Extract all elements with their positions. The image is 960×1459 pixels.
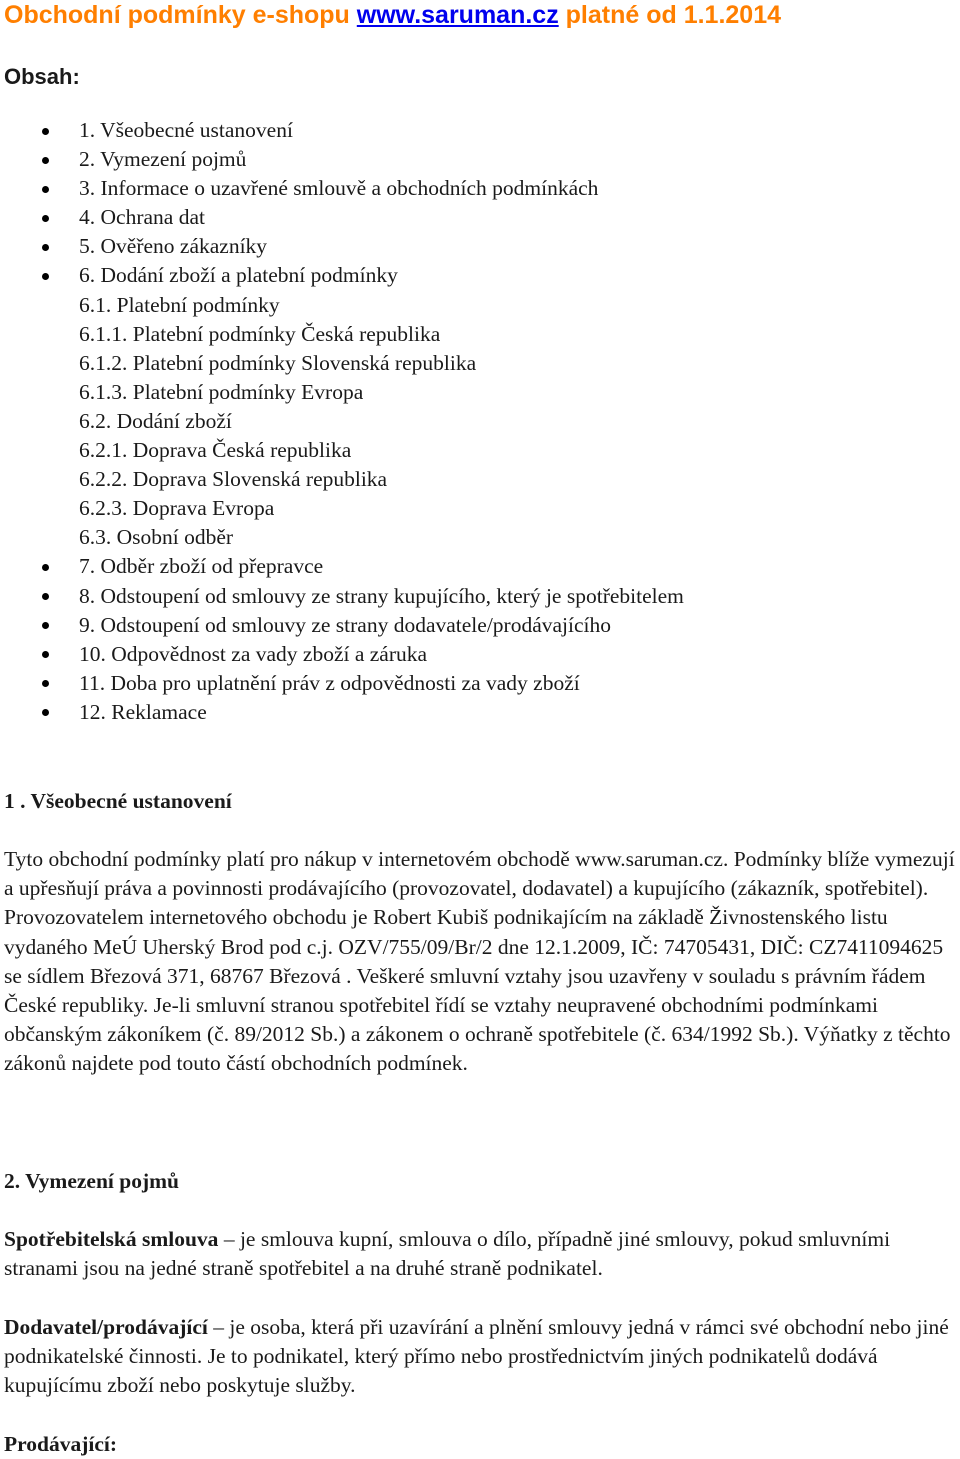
bullet-icon xyxy=(42,709,49,716)
title-prefix: Obchodní podmínky e-shopu xyxy=(4,1,357,29)
toc-item-label: 9. Odstoupení od smlouvy ze strany dodavatele/prodávajícího xyxy=(79,612,611,637)
bullet-icon xyxy=(42,186,49,193)
definition-text: – je osoba, která při uzavírání a plnění smlouvy jedná v rámci své obchodní nebo jiné podnikatelské činnosti. Je to podnikatel, který přímo nebo prostřednictvím jiných podnikatelů dodává kupujícímu zboží nebo poskytuje služby. xyxy=(4,1315,949,1398)
eshop-link[interactable]: www.saruman.cz xyxy=(356,1,559,29)
definition-prodavajici xyxy=(4,1430,956,1459)
toc-item[interactable] xyxy=(0,611,684,640)
toc-item-label: 6.1.3. Platební podmínky Evropa xyxy=(79,379,364,404)
bullet-icon xyxy=(42,157,49,164)
bullet-icon xyxy=(42,622,49,629)
bullet-icon xyxy=(42,593,49,600)
toc-item-label: 4. Ochrana dat xyxy=(79,205,205,230)
bullet-icon xyxy=(42,215,49,222)
toc-item[interactable] xyxy=(0,669,684,698)
bullet-icon xyxy=(42,651,49,658)
section-1-paragraph: Tyto obchodní podmínky platí pro nákup v internetovém obchodě www.saruman.cz. Podmínky blíže vymezují a upřesňují práva a povinnosti prodávajícího (provozovatel, dodavatel) a kupujícího (zákazník, spotřebitel). Provozovatelem internetového obchodu je Robert Kubiš podnikajícím na základě Živnostenského listu vydaného MeÚ Uherský Brod pod c.j. OZV/755/09/Br/2 dne 12.1.2009, IČ: 74705431, DIČ: CZ7411094625 se sídlem Březová 371, 68767 Březová . Veškeré smluvní vztahy jsou uzavřeny v souladu s právním řádem České republiky. Je-li smluvní stranou spotřebitel řídí se vztahy neupravené obchodními podmínkami občanským zákoníkem (č. 89/2012 Sb.) a zákonem o ochraně spotřebitele (č. 634/1992 Sb.). Výňatky z těchto zákonů najdete pod touto částí obchodních podmínek. xyxy=(4,847,955,1076)
toc-item[interactable] xyxy=(0,145,684,174)
definition-dodavatel xyxy=(4,1313,956,1401)
toc-item-label: 11. Doba pro uplatnění práv z odpovědnosti za vady zboží xyxy=(79,670,580,695)
toc-item-label: 1. Všeobecné ustanovení xyxy=(79,118,293,142)
toc-item-label: 6.1. Platební podmínky xyxy=(79,292,280,317)
definition-term: Prodávající: xyxy=(4,1432,118,1456)
section-1-heading: 1 . Všeobecné ustanovení xyxy=(4,789,232,813)
toc-item-label: 6.3. Osobní odběr xyxy=(79,525,234,550)
toc-item[interactable] xyxy=(0,582,684,611)
bullet-icon xyxy=(42,680,49,687)
title-suffix: platné od 1.1.2014 xyxy=(558,1,782,29)
toc-item[interactable] xyxy=(0,174,684,203)
bullet-icon xyxy=(42,564,49,571)
toc-item[interactable] xyxy=(0,320,684,349)
toc-item[interactable] xyxy=(0,494,684,523)
toc-item[interactable] xyxy=(0,116,684,145)
toc-item-label: 12. Reklamace xyxy=(79,699,207,724)
toc-item-label: 10. Odpovědnost za vady zboží a záruka xyxy=(79,641,428,666)
toc-item[interactable] xyxy=(0,203,684,232)
toc-item-label: 6.1.2. Platební podmínky Slovenská republika xyxy=(79,350,477,375)
toc-item[interactable] xyxy=(0,552,684,581)
toc-item[interactable] xyxy=(0,232,684,261)
toc-item-label: 6.2.1. Doprava Česká republika xyxy=(79,438,352,463)
toc-item-label: 6.2. Dodání zboží xyxy=(79,408,232,433)
toc-item[interactable] xyxy=(0,291,684,320)
definition-text: – je smlouva kupní, smlouva o dílo, případně jiné smlouvy, pokud smluvními stranami jsou na jedné straně spotřebitel a na druhé straně podnikatel. xyxy=(4,1227,891,1281)
toc-item[interactable] xyxy=(0,465,684,494)
toc-item[interactable] xyxy=(0,523,684,552)
table-of-contents xyxy=(0,116,684,727)
bullet-icon xyxy=(42,273,49,280)
toc-item-label: 6.1.1. Platební podmínky Česká republika xyxy=(79,321,441,346)
toc-item[interactable] xyxy=(0,349,684,378)
toc-item-label: 6. Dodání zboží a platební podmínky xyxy=(79,263,398,288)
definition-term: Dodavatel/prodávající xyxy=(4,1315,208,1339)
definition-term: Spotřebitelská smlouva xyxy=(4,1227,219,1251)
toc-item-label: 7. Odběr zboží od přepravce xyxy=(79,554,324,579)
toc-item[interactable] xyxy=(0,378,684,407)
bullet-icon xyxy=(42,244,49,251)
toc-item-label: 5. Ověřeno zákazníky xyxy=(79,234,268,259)
toc-item[interactable] xyxy=(0,261,684,290)
toc-item-label: 3. Informace o uzavřené smlouvě a obchodních podmínkách xyxy=(79,176,599,201)
toc-item[interactable] xyxy=(0,640,684,669)
definition-spotrebitelska-smlouva xyxy=(4,1225,956,1283)
toc-heading: Obsah: xyxy=(4,64,80,89)
toc-item-label: 2. Vymezení pojmů xyxy=(79,147,247,172)
toc-item-label: 6.2.2. Doprava Slovenská republika xyxy=(79,467,388,492)
bullet-icon xyxy=(42,128,49,135)
toc-item[interactable] xyxy=(0,436,684,465)
toc-item[interactable] xyxy=(0,407,684,436)
toc-item-label: 8. Odstoupení od smlouvy ze strany kupujícího, který je spotřebitelem xyxy=(79,583,684,608)
section-2-heading: 2. Vymezení pojmů xyxy=(4,1169,179,1193)
document-title xyxy=(4,0,781,30)
toc-item[interactable] xyxy=(0,698,684,727)
toc-item-label: 6.2.3. Doprava Evropa xyxy=(79,496,275,521)
